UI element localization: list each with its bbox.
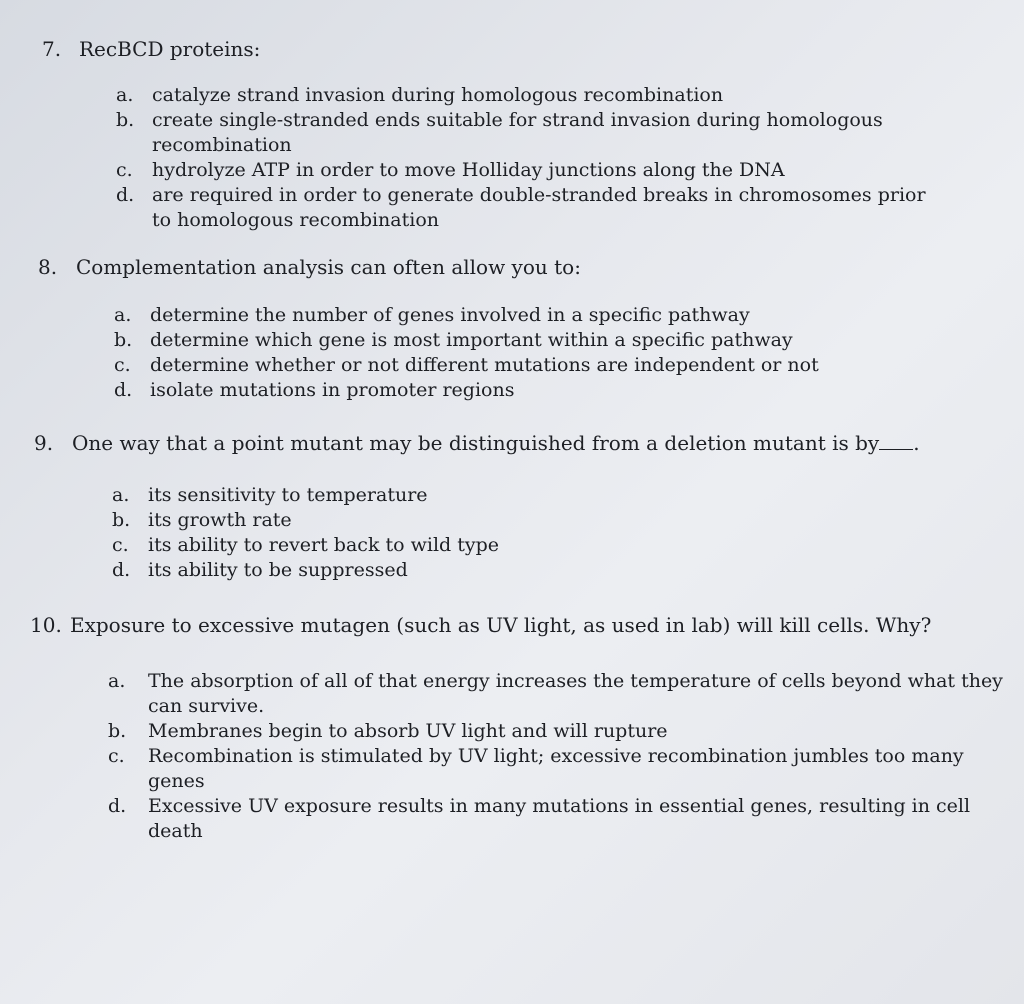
choice-letter: c. xyxy=(108,745,125,767)
choice-c[interactable] xyxy=(108,744,1008,794)
choice-letter: c. xyxy=(114,354,131,376)
answer-blank[interactable] xyxy=(879,431,913,450)
choice-letter: d. xyxy=(108,795,127,817)
choice-b[interactable] xyxy=(114,328,934,353)
choice-letter: a. xyxy=(116,84,134,106)
choice-list xyxy=(112,483,932,583)
choice-text: hydrolyze ATP in order to move Holliday junctions along the DNA xyxy=(152,159,785,181)
question-stem xyxy=(42,36,260,62)
choice-letter: a. xyxy=(108,670,126,692)
choice-list xyxy=(114,303,934,403)
question-text: Exposure to excessive mutagen (such as UV light, as used in lab) will kill cells. Why? xyxy=(70,613,932,637)
choice-text: Excessive UV exposure results in many mutations in essential genes, resulting in cell death xyxy=(148,795,971,842)
choice-text: its ability to revert back to wild type xyxy=(148,534,499,556)
choice-text: determine the number of genes involved in a specific pathway xyxy=(150,304,750,326)
choice-text: create single-stranded ends suitable for strand invasion during homologous recombination xyxy=(152,109,883,156)
choice-text: catalyze strand invasion during homologous recombination xyxy=(152,84,724,106)
choice-letter: d. xyxy=(116,184,135,206)
choice-text: Recombination is stimulated by UV light; excessive recombination jumbles too many genes xyxy=(148,745,964,792)
question-number: 9. xyxy=(34,431,54,455)
choice-text: determine whether or not different mutations are independent or not xyxy=(150,354,819,376)
question-stem xyxy=(38,254,581,280)
choice-d[interactable] xyxy=(114,378,934,403)
choice-letter: a. xyxy=(114,304,132,326)
choice-d[interactable] xyxy=(108,794,1008,844)
question-number: 8. xyxy=(38,255,58,279)
choice-letter: b. xyxy=(112,509,131,531)
choice-text: determine which gene is most important within a specific pathway xyxy=(150,329,793,351)
choice-letter: b. xyxy=(116,109,135,131)
choice-text: isolate mutations in promoter regions xyxy=(150,379,515,401)
choice-text: its growth rate xyxy=(148,509,292,531)
question-text: RecBCD proteins: xyxy=(79,37,261,61)
question-stem xyxy=(34,430,920,456)
choice-d[interactable] xyxy=(112,558,932,583)
choice-letter: b. xyxy=(114,329,133,351)
choice-a[interactable] xyxy=(108,669,1008,719)
choice-text: are required in order to generate double-stranded breaks in chromosomes prior to homologous recombination xyxy=(152,184,926,231)
choice-a[interactable] xyxy=(114,303,934,328)
choice-b[interactable] xyxy=(108,719,1008,744)
choice-c[interactable] xyxy=(116,158,916,183)
choice-text: Membranes begin to absorb UV light and will rupture xyxy=(148,720,668,742)
choice-letter: c. xyxy=(112,534,129,556)
question-stem xyxy=(30,612,931,638)
choice-list xyxy=(116,83,926,233)
question-stem-end: . xyxy=(913,431,920,455)
choice-c[interactable] xyxy=(114,353,934,378)
choice-text: its sensitivity to temperature xyxy=(148,484,428,506)
choice-a[interactable] xyxy=(116,83,916,108)
question-text: One way that a point mutant may be distinguished from a deletion mutant is by xyxy=(72,431,880,455)
choice-letter: a. xyxy=(112,484,130,506)
choice-text: its ability to be suppressed xyxy=(148,559,408,581)
question-text: Complementation analysis can often allow you to: xyxy=(76,255,581,279)
choice-b[interactable] xyxy=(112,508,932,533)
choice-c[interactable] xyxy=(112,533,932,558)
choice-letter: c. xyxy=(116,159,133,181)
choice-letter: b. xyxy=(108,720,127,742)
choice-b[interactable] xyxy=(116,108,916,158)
choice-text: The absorption of all of that energy increases the temperature of cells beyond what they can survive. xyxy=(148,670,1003,717)
choice-letter: d. xyxy=(114,379,133,401)
choice-letter: d. xyxy=(112,559,131,581)
choice-a[interactable] xyxy=(112,483,932,508)
question-number: 10. xyxy=(30,613,62,637)
choice-list xyxy=(108,669,1008,844)
choice-d[interactable] xyxy=(116,183,926,233)
question-number: 7. xyxy=(42,37,62,61)
